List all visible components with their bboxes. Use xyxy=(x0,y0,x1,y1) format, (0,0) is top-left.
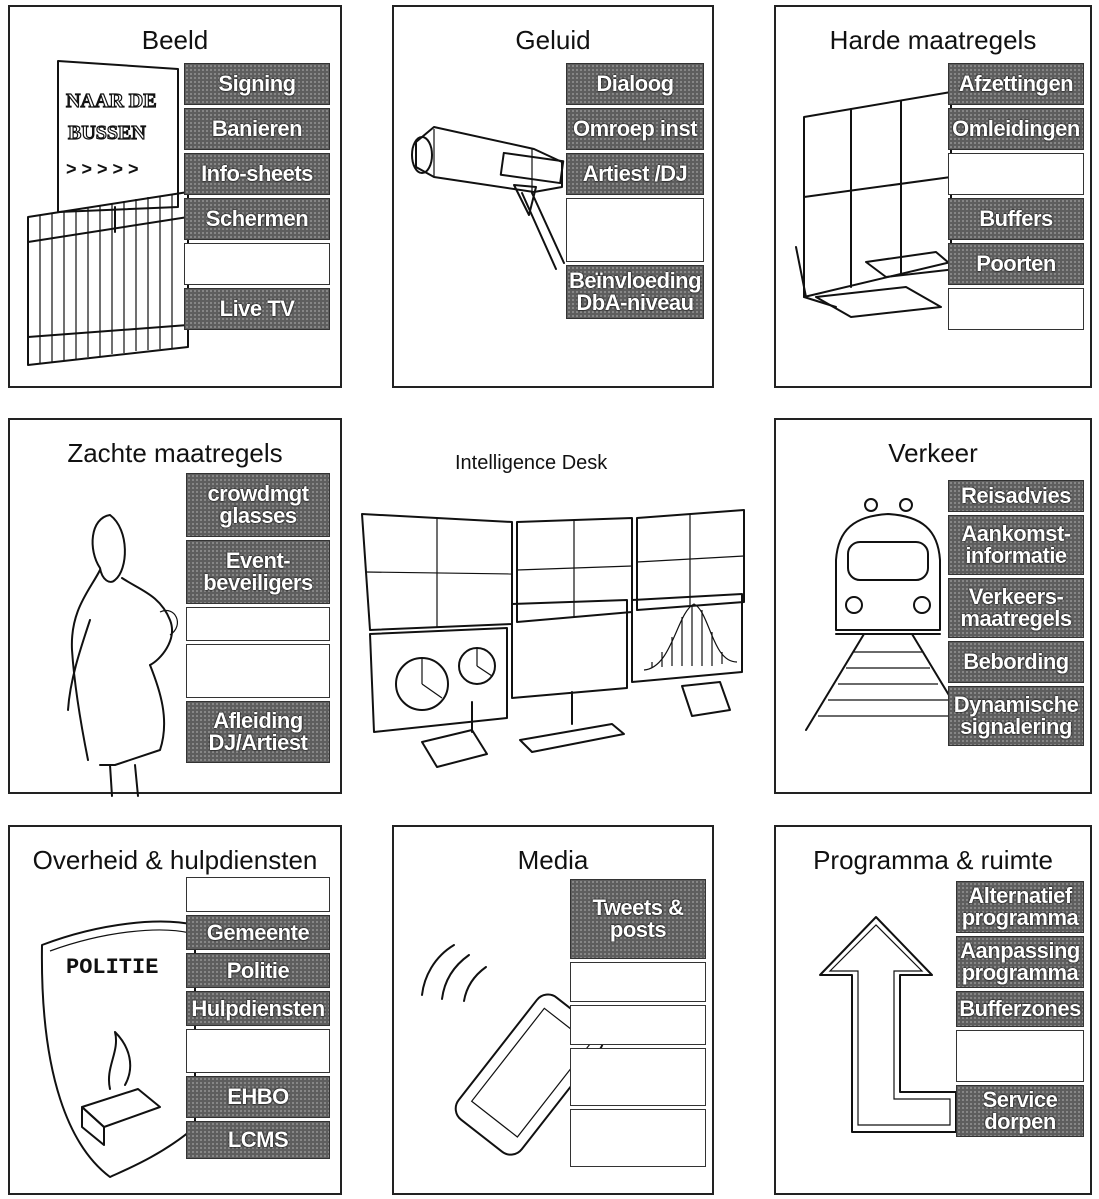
panel-title: Programma & ruimte xyxy=(813,845,1053,875)
btn-buffers[interactable]: Buffers xyxy=(948,198,1084,240)
btn-blank[interactable] xyxy=(184,243,330,285)
intelligence-desk-title: Intelligence Desk xyxy=(455,452,608,474)
btn-schermen[interactable]: Schermen xyxy=(184,198,330,240)
btn-blank[interactable] xyxy=(570,1109,706,1167)
btn-blank[interactable] xyxy=(186,1029,330,1073)
panel-title: Media xyxy=(517,845,589,875)
btn-gemeente[interactable]: Gemeente xyxy=(186,915,330,950)
btn-omroep[interactable]: Omroep inst xyxy=(566,108,704,150)
geluid-buttons xyxy=(566,63,704,319)
btn-crowdmgt-glasses[interactable]: crowdmgt glasses xyxy=(186,473,330,537)
btn-blank[interactable] xyxy=(948,153,1084,195)
btn-blank[interactable] xyxy=(948,288,1084,330)
btn-tweets-posts[interactable]: Tweets & posts xyxy=(570,879,706,959)
panel-media xyxy=(392,825,714,1195)
btn-service-dorpen[interactable]: Service dorpen xyxy=(956,1085,1084,1137)
politie-text: POLITIE xyxy=(66,955,159,980)
btn-beinvloeding[interactable]: Beïnvloeding DbA-niveau xyxy=(566,265,704,319)
btn-dynamische-signalering[interactable]: Dynamische signalering xyxy=(948,686,1084,746)
panel-title: Zachte maatregels xyxy=(67,438,283,468)
verkeer-buttons xyxy=(948,480,1084,746)
panel-geluid xyxy=(392,5,714,388)
btn-dialoog[interactable]: Dialoog xyxy=(566,63,704,105)
sign-arrows: > > > > > xyxy=(66,159,139,179)
btn-poorten[interactable]: Poorten xyxy=(948,243,1084,285)
harde-buttons xyxy=(948,63,1084,330)
btn-blank[interactable] xyxy=(186,877,330,912)
beeld-buttons xyxy=(184,63,330,330)
panel-beeld xyxy=(8,5,342,388)
btn-blank[interactable] xyxy=(570,1005,706,1045)
btn-eventbeveiligers[interactable]: Event- beveiligers xyxy=(186,540,330,604)
btn-blank[interactable] xyxy=(566,198,704,262)
btn-bebording[interactable]: Bebording xyxy=(948,641,1084,683)
btn-verkeersmaatregels[interactable]: Verkeers- maatregels xyxy=(948,578,1084,638)
btn-aanpassing-programma[interactable]: Aanpassing programma xyxy=(956,936,1084,988)
panel-harde-maatregels xyxy=(774,5,1092,388)
panel-programma xyxy=(774,825,1092,1195)
zachte-buttons xyxy=(186,473,330,763)
btn-lcms[interactable]: LCMS xyxy=(186,1121,330,1159)
btn-blank[interactable] xyxy=(570,1048,706,1106)
btn-banieren[interactable]: Banieren xyxy=(184,108,330,150)
btn-alternatief-programma[interactable]: Alternatief programma xyxy=(956,881,1084,933)
sign-line1: NAAR DE xyxy=(66,90,157,112)
btn-blank[interactable] xyxy=(186,607,330,641)
programma-buttons xyxy=(956,881,1084,1137)
panel-title: Beeld xyxy=(141,25,209,55)
btn-afleiding-dj[interactable]: Afleiding DJ/Artiest xyxy=(186,701,330,763)
panel-overheid xyxy=(8,825,342,1195)
btn-hulpdiensten[interactable]: Hulpdiensten xyxy=(186,991,330,1026)
btn-bufferzones[interactable]: Bufferzones xyxy=(956,991,1084,1027)
overheid-buttons xyxy=(186,877,330,1159)
btn-signing[interactable]: Signing xyxy=(184,63,330,105)
panel-title: Verkeer xyxy=(888,438,978,468)
btn-blank[interactable] xyxy=(186,644,330,698)
btn-politie[interactable]: Politie xyxy=(186,953,330,988)
panel-title: Overheid & hulpdiensten xyxy=(32,845,318,875)
btn-reisadvies[interactable]: Reisadvies xyxy=(948,480,1084,512)
btn-afzettingen[interactable]: Afzettingen xyxy=(948,63,1084,105)
btn-aankomstinformatie[interactable]: Aankomst- informatie xyxy=(948,515,1084,575)
sign-line2: BUSSEN xyxy=(68,122,146,144)
panel-title: Geluid xyxy=(515,25,591,55)
btn-omleidingen[interactable]: Omleidingen xyxy=(948,108,1084,150)
control-room-monitors-icon xyxy=(352,492,772,822)
panel-zachte-maatregels xyxy=(8,418,342,794)
btn-artiest-dj[interactable]: Artiest /DJ xyxy=(566,153,704,195)
panel-title: Harde maatregels xyxy=(829,25,1037,55)
media-buttons xyxy=(570,879,706,1167)
panel-verkeer xyxy=(774,418,1092,794)
btn-info-sheets[interactable]: Info-sheets xyxy=(184,153,330,195)
btn-ehbo[interactable]: EHBO xyxy=(186,1076,330,1118)
btn-blank[interactable] xyxy=(570,962,706,1002)
btn-live-tv[interactable]: Live TV xyxy=(184,288,330,330)
btn-blank[interactable] xyxy=(956,1030,1084,1082)
